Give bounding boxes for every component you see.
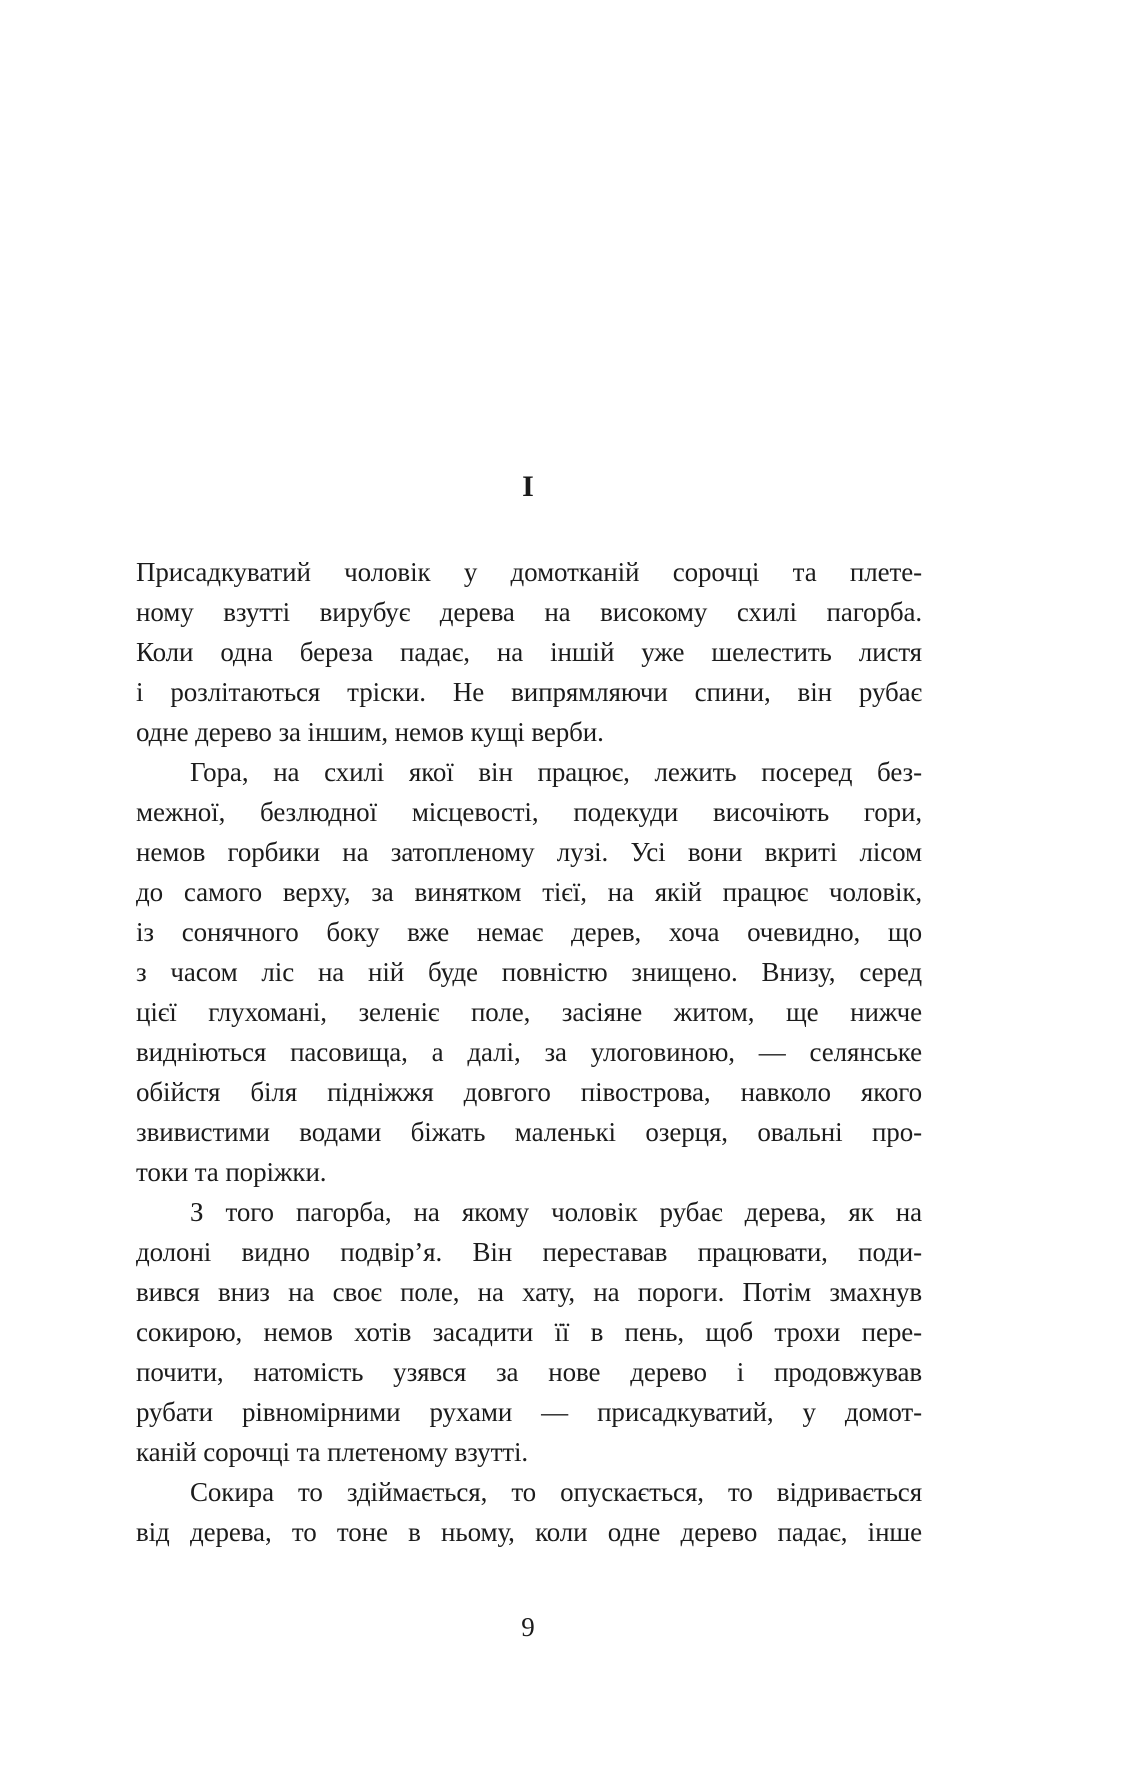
- text-line: межної, безлюдної місцевості, подекуди височіють гори,: [136, 797, 922, 827]
- page-number: 9: [521, 1612, 535, 1642]
- text-line: із сонячного боку вже немає дерев, хоча очевидно, що: [136, 917, 923, 947]
- text-line: каній сорочці та плетеному взутті.: [136, 1437, 529, 1467]
- text-line: з часом ліс на ній буде повністю знищено. Внизу, серед: [136, 957, 922, 987]
- text-line: звивистими водами біжать маленькі озерця, овальні про-: [136, 1117, 922, 1147]
- text-line: і розлітаються тріски. Не випрямляючи спини, він рубає: [136, 677, 922, 707]
- text-line: ному взутті вирубує дерева на високому схилі пагорба.: [136, 597, 923, 627]
- chapter-heading: I: [522, 470, 534, 503]
- text-line: від дерева, то тоне в ньому, коли одне дерево падає, інше: [136, 1517, 922, 1547]
- text-line: видніються пасовища, а далі, за улоговиною, — селянське: [136, 1037, 923, 1067]
- text-line: долоні видно подвір’я. Він переставав працювати, поди-: [136, 1237, 922, 1267]
- text-line: рубати рівномірними рухами — присадкуватий, у домот-: [136, 1397, 923, 1427]
- text-line: до самого верху, за винятком тієї, на якій працює чоловік,: [136, 877, 923, 907]
- body-text: [136, 552, 922, 1552]
- text-line: сокирою, немов хотів засадити її в пень, щоб трохи пере-: [136, 1317, 923, 1347]
- text-line: Присадкуватий чоловік у домотканій сорочці та плете-: [136, 557, 922, 587]
- text-line: Коли одна береза падає, на іншій уже шелестить листя: [136, 637, 922, 667]
- text-line: почити, натомість узявся за нове дерево і продовжував: [136, 1357, 923, 1387]
- text-line: одне дерево за іншим, немов кущі верби.: [136, 717, 604, 747]
- text-line: немов горбики на затопленому лузі. Усі вони вкриті лісом: [136, 837, 922, 867]
- text-line: токи та поріжки.: [136, 1157, 327, 1187]
- text-line: вився вниз на своє поле, на хату, на пороги. Потім змахнув: [136, 1277, 922, 1307]
- paragraph-first-line: Сокира то здіймається, то опускається, то відривається: [190, 1477, 923, 1507]
- text-line: обійстя біля підніжжя довгого півострова, навколо якого: [136, 1077, 922, 1107]
- paragraph-first-line: З того пагорба, на якому чоловік рубає дерева, як на: [190, 1197, 922, 1227]
- text-line: цієї глухомані, зеленіє поле, засіяне житом, ще нижче: [136, 997, 923, 1027]
- paragraph-first-line: Гора, на схилі якої він працює, лежить посеред без-: [190, 757, 922, 787]
